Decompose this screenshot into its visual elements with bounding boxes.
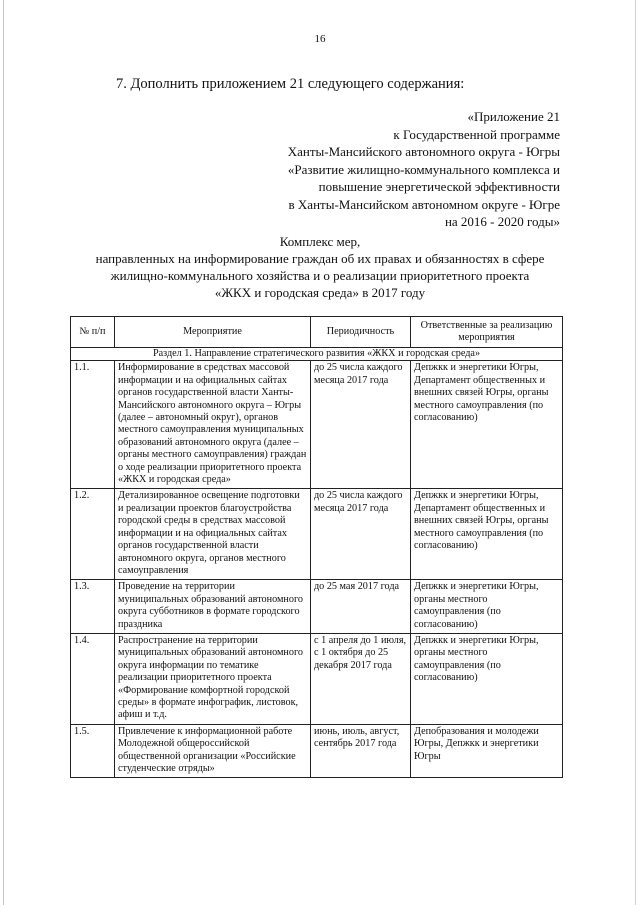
row-activity: Детализированное освещение подготовки и реализации проектов благоустройства городской среды в средствах массовой информации и на официальных сайтах органов государственной власти автономного округа, органов местного самоуправления: [115, 489, 311, 580]
row-responsible: Депобразования и молодежи Югры, Депжкк и энергетики Югры: [411, 724, 563, 778]
row-responsible: Депжкк и энергетики Югры, органы местного самоуправления (по согласованию): [411, 633, 563, 724]
row-responsible: Депжкк и энергетики Югры, органы местного самоуправления (по согласованию): [411, 580, 563, 634]
section-title: Раздел 1. Направление стратегического развития «ЖКХ и городская среда»: [71, 348, 563, 361]
header-activity: Мероприятие: [115, 317, 311, 348]
title-line: «ЖКХ и городская среда» в 2017 году: [214, 285, 426, 300]
row-periodicity: с 1 апреля до 1 июля, с 1 октября до 25 декабря 2017 года: [311, 633, 411, 724]
appendix-line: Ханты-Мансийского автономного округа - Югры: [287, 144, 560, 159]
appendix-line: повышение энергетической эффективности: [318, 179, 560, 194]
row-responsible: Депжкк и энергетики Югры, Департамент общественных и внешних связей Югры, органы местного самоуправления (по согласованию): [411, 489, 563, 580]
appendix-line: к Государственной программе: [393, 126, 560, 142]
row-responsible: Депжкк и энергетики Югры, Департамент общественных и внешних связей Югры, органы местного самоуправления (по согласованию): [411, 361, 563, 489]
row-activity: Распространение на территории муниципальных образований автономного округа информации по тематике реализации приоритетного проекта «Формирование комфортной городской среды» в формате инфографик, листовок, афиш и т.д.: [115, 633, 311, 724]
scan-edge-right: [635, 0, 636, 905]
appendix-line: «Развитие жилищно-коммунального комплекса и: [287, 161, 560, 177]
table-row: [71, 724, 563, 778]
table-row: [71, 361, 563, 489]
appendix-caption: [288, 108, 560, 231]
table-row: [71, 580, 563, 634]
header-periodicity: Периодичность: [311, 317, 411, 348]
header-number: № п/п: [71, 317, 115, 348]
title-line: жилищно-коммунального хозяйства и о реализации приоритетного проекта: [110, 268, 530, 283]
table-header-row: [71, 317, 563, 348]
title-line: направленных на информирование граждан об их правах и обязанностях в сфере: [95, 251, 545, 266]
row-number: 1.1.: [71, 361, 115, 489]
row-activity: Привлечение к информационной работе Молодежной общероссийской общественной организации «Российские студенческие отряды»: [115, 724, 311, 778]
instruction-heading: 7. Дополнить приложением 21 следующего содержания:: [116, 76, 465, 92]
document-title: [0, 233, 640, 301]
table-row: [71, 489, 563, 580]
row-number: 1.3.: [71, 580, 115, 634]
row-periodicity: июнь, июль, август, сентябрь 2017 года: [311, 724, 411, 778]
row-activity: Информирование в средствах массовой информации и на официальных сайтах органов государственной власти Ханты-Мансийского автономного округа – Югры (далее – автономный округ), органов местного самоуправления муниципальных образований автономного округа (далее – органы местного самоуправления) граждан о ходе реализации приоритетного проекта «ЖКХ и городская среда»: [115, 361, 311, 489]
page-number: 16: [314, 33, 326, 45]
measures-table: [70, 316, 563, 778]
row-periodicity: до 25 числа каждого месяца 2017 года: [311, 361, 411, 489]
row-number: 1.4.: [71, 633, 115, 724]
row-number: 1.2.: [71, 489, 115, 580]
appendix-line: на 2016 - 2020 годы»: [444, 214, 560, 229]
row-periodicity: до 25 числа каждого месяца 2017 года: [311, 489, 411, 580]
appendix-line: в Ханты-Мансийском автономном округе - Югре: [288, 196, 560, 212]
appendix-line: «Приложение 21: [467, 109, 560, 124]
section-row: [71, 348, 563, 361]
row-number: 1.5.: [71, 724, 115, 778]
table-row: [71, 633, 563, 724]
row-periodicity: до 25 мая 2017 года: [311, 580, 411, 634]
title-line: Комплекс мер,: [279, 234, 361, 249]
row-activity: Проведение на территории муниципальных образований автономного округа субботников в формате городского праздника: [115, 580, 311, 634]
header-responsible: Ответственные за реализацию мероприятия: [411, 317, 563, 348]
scan-edge-left: [3, 0, 4, 905]
